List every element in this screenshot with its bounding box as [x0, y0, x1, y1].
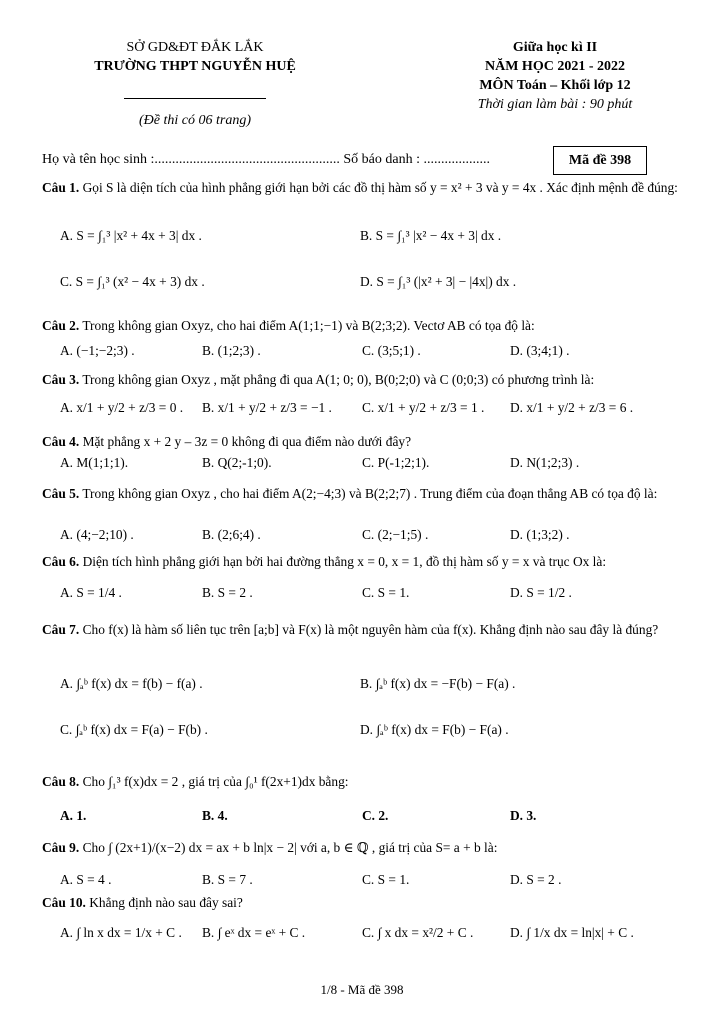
school-year: NĂM HỌC 2021 - 2022 [485, 59, 625, 74]
option-c[interactable]: C. x/1 + y/2 + z/3 = 1 . [362, 400, 485, 415]
question-6 [42, 552, 682, 572]
question-label: Câu 4. [42, 434, 80, 449]
time-limit: Thời gian làm bài : 90 phút [477, 97, 633, 112]
question-text: Diện tích hình phẳng giới hạn bởi hai đường thẳng x = 0, x = 1, đồ thị hàm số y = x và trục Ox là: [82, 554, 607, 569]
exam-code-box: Mã đề 398 [553, 146, 647, 175]
question-label: Câu 1. [42, 180, 80, 195]
question-5 [42, 484, 682, 504]
option-d[interactable]: D. S = 1/2 . [510, 585, 572, 600]
header-divider [124, 98, 266, 99]
option-c[interactable]: C. ∫ x dx = x²/2 + C . [362, 925, 474, 940]
option-b[interactable]: B. 4. [202, 808, 228, 823]
option-a[interactable]: A. S = 4 . [60, 872, 112, 887]
options-1-row-2 [60, 274, 680, 296]
question-label: Câu 3. [42, 372, 80, 387]
option-d[interactable]: D. ∫ₐᵇ f(x) dx = F(b) − F(a) . [360, 722, 509, 737]
question-label: Câu 2. [42, 318, 80, 333]
option-d[interactable]: D. N(1;2;3) . [510, 455, 580, 470]
header-left [60, 38, 330, 130]
options-7-row-2 [60, 722, 680, 744]
question-text: Mặt phẳng x + 2 y – 3z = 0 không đi qua điểm nào dưới đây? [82, 434, 412, 449]
option-a[interactable]: A. ∫ₐᵇ f(x) dx = f(b) − f(a) . [60, 676, 203, 691]
options-10 [60, 925, 680, 947]
question-text: Trong không gian Oxyz , mặt phẳng đi qua A(1; 0; 0), B(0;2;0) và C (0;0;3) có phương trình là: [82, 372, 595, 387]
option-b[interactable]: B. (1;2;3) . [202, 343, 261, 358]
school-name: TRƯỜNG THPT NGUYỄN HUỆ [94, 59, 296, 74]
pages-note: (Đề thi có 06 trang) [139, 113, 251, 128]
options-1-row-1 [60, 228, 680, 250]
question-4 [42, 432, 682, 452]
options-3 [60, 400, 680, 422]
option-b[interactable]: B. S = ∫₁³ |x² − 4x + 3| dx . [360, 228, 502, 243]
option-a[interactable]: A. (−1;−2;3) . [60, 343, 135, 358]
option-d[interactable]: D. ∫ 1/x dx = ln|x| + C . [510, 925, 634, 940]
option-c[interactable]: C. P(-1;2;1). [362, 455, 430, 470]
options-4 [60, 455, 680, 477]
option-b[interactable]: B. ∫ₐᵇ f(x) dx = −F(b) − F(a) . [360, 676, 516, 691]
question-text: Khẳng định nào sau đây sai? [89, 895, 243, 910]
question-1 [42, 178, 682, 198]
question-label: Câu 5. [42, 486, 80, 501]
question-text: Cho f(x) là hàm số liên tục trên [a;b] và F(x) là một nguyên hàm của f(x). Khẳng định nào sau đây là đúng? [82, 622, 659, 637]
option-a[interactable]: A. (4;−2;10) . [60, 527, 134, 542]
options-9 [60, 872, 680, 894]
question-10 [42, 893, 682, 913]
option-b[interactable]: B. Q(2;-1;0). [202, 455, 272, 470]
subject-line: MÔN Toán – Khối lớp 12 [479, 78, 631, 93]
option-c[interactable]: C. (2;−1;5) . [362, 527, 429, 542]
question-8 [42, 772, 682, 792]
option-b[interactable]: B. S = 7 . [202, 872, 253, 887]
question-label: Câu 9. [42, 840, 80, 855]
option-d[interactable]: D. (1;3;2) . [510, 527, 570, 542]
option-c[interactable]: C. S = ∫₁³ (x² − 4x + 3) dx . [60, 274, 205, 289]
option-d[interactable]: D. (3;4;1) . [510, 343, 570, 358]
question-label: Câu 10. [42, 895, 86, 910]
option-a[interactable]: A. 1. [60, 808, 87, 823]
option-c[interactable]: C. ∫ₐᵇ f(x) dx = F(a) − F(b) . [60, 722, 208, 737]
question-text: Trong không gian Oxyz, cho hai điểm A(1;1;−1) và B(2;3;2). Vectơ AB có tọa độ là: [82, 318, 535, 333]
question-text: Cho ∫₁³ f(x)dx = 2 , giá trị của ∫₀¹ f(2x+1)dx bằng: [82, 774, 349, 789]
options-6 [60, 585, 680, 607]
option-c[interactable]: C. 2. [362, 808, 389, 823]
option-a[interactable]: A. M(1;1;1). [60, 455, 129, 470]
page-footer: 1/8 - Mã đề 398 [320, 982, 404, 997]
option-b[interactable]: B. S = 2 . [202, 585, 253, 600]
option-d[interactable]: D. S = 2 . [510, 872, 562, 887]
option-c[interactable]: C. (3;5;1) . [362, 343, 421, 358]
options-5 [60, 527, 680, 549]
options-8 [60, 808, 680, 830]
option-b[interactable]: B. (2;6;4) . [202, 527, 261, 542]
question-text: Cho ∫ (2x+1)/(x−2) dx = ax + b ln|x − 2| với a, b ∈ ℚ , giá trị của S= a + b là: [82, 840, 498, 855]
option-b[interactable]: B. x/1 + y/2 + z/3 = −1 . [202, 400, 332, 415]
option-c[interactable]: C. S = 1. [362, 585, 410, 600]
question-text: Trong không gian Oxyz , cho hai điểm A(2;−4;3) và B(2;2;7) . Trung điểm của đoạn thẳng AB có tọa độ là: [82, 486, 658, 501]
option-d[interactable]: D. 3. [510, 808, 537, 823]
exam-title: Giữa học kì II [512, 40, 598, 55]
option-a[interactable]: A. S = ∫₁³ |x² + 4x + 3| dx . [60, 228, 202, 243]
question-label: Câu 8. [42, 774, 80, 789]
option-a[interactable]: A. S = 1/4 . [60, 585, 122, 600]
option-d[interactable]: D. x/1 + y/2 + z/3 = 6 . [510, 400, 634, 415]
options-2 [60, 343, 680, 365]
question-7 [42, 620, 682, 640]
question-text: Gọi S là diện tích của hình phẳng giới hạn bởi các đồ thị hàm số y = x² + 3 và y = 4x . Xác định mệnh đề đúng: [82, 180, 678, 195]
option-b[interactable]: B. ∫ eˣ dx = eˣ + C . [202, 925, 306, 940]
options-7-row-1 [60, 676, 680, 698]
header-right [430, 38, 680, 114]
question-2 [42, 316, 682, 336]
option-c[interactable]: C. S = 1. [362, 872, 410, 887]
department-name: SỞ GD&ĐT ĐẮK LẮK [126, 40, 264, 55]
option-d[interactable]: D. S = ∫₁³ (|x² + 3| − |4x|) dx . [360, 274, 517, 289]
student-info-line: Họ và tên học sinh :..................................................... Số báo danh : ................... [42, 152, 490, 167]
question-label: Câu 7. [42, 622, 80, 637]
option-a[interactable]: A. ∫ ln x dx = 1/x + C . [60, 925, 182, 940]
question-label: Câu 6. [42, 554, 80, 569]
question-3 [42, 370, 682, 390]
option-a[interactable]: A. x/1 + y/2 + z/3 = 0 . [60, 400, 184, 415]
question-9 [42, 838, 682, 858]
